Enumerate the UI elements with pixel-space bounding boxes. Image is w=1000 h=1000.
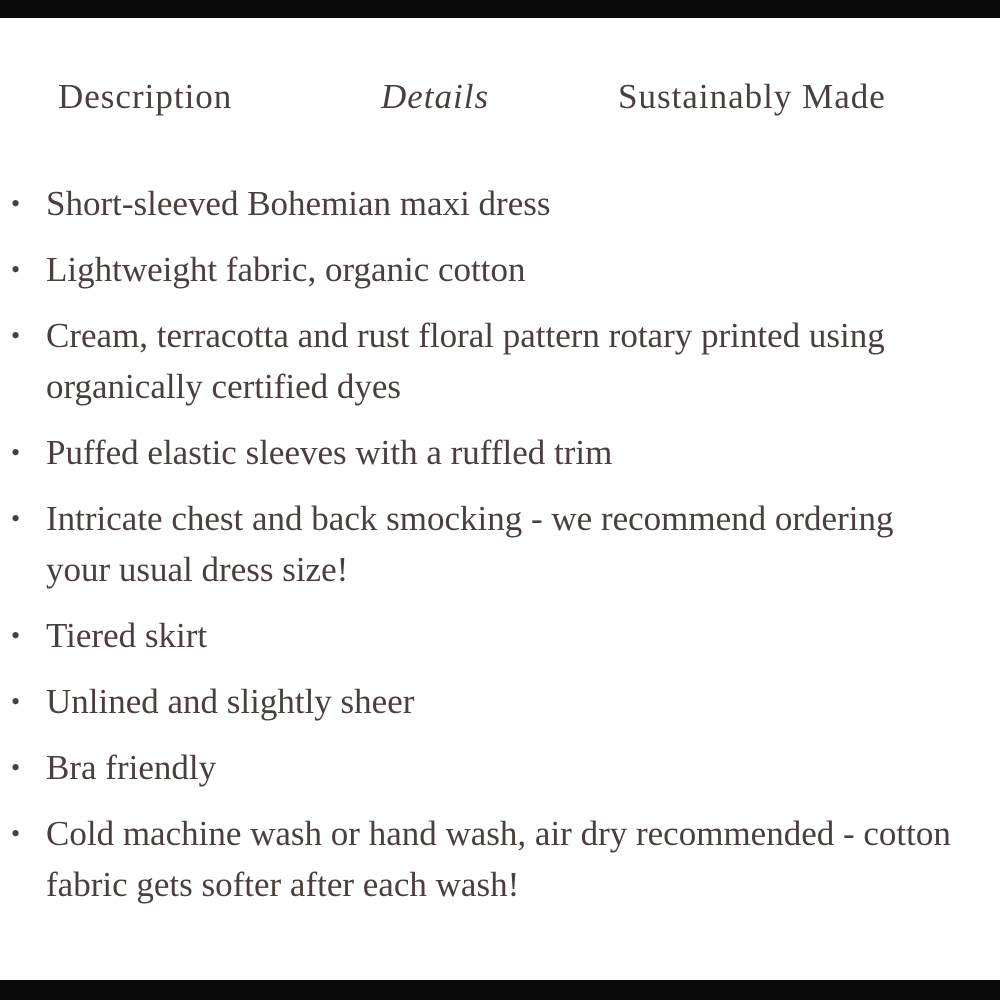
list-item: [0, 610, 1000, 661]
detail-text: Lightweight fabric, organic cotton: [46, 250, 526, 289]
bottom-frame-bar: [0, 980, 1000, 1000]
bullet-icon: •: [11, 189, 21, 218]
detail-text: Intricate chest and back smocking - we recommend ordering your usual dress size!: [46, 499, 894, 589]
top-frame-bar: [0, 0, 1000, 18]
details-list: [0, 178, 1000, 925]
list-item: [0, 808, 1000, 910]
tab-details[interactable]: Details: [381, 77, 490, 116]
bullet-icon: •: [11, 321, 21, 350]
detail-text: Puffed elastic sleeves with a ruffled trim: [46, 433, 613, 472]
list-item: [0, 676, 1000, 727]
detail-text: Tiered skirt: [46, 616, 208, 655]
tab-description[interactable]: Description: [58, 77, 233, 116]
detail-text: Bra friendly: [46, 748, 217, 787]
bullet-icon: •: [11, 687, 21, 716]
list-item: [0, 178, 1000, 229]
bullet-icon: •: [11, 438, 21, 467]
detail-text: Cold machine wash or hand wash, air dry recommended - cotton fabric gets softer after each wash!: [46, 814, 951, 904]
bullet-icon: •: [11, 753, 21, 782]
tab-sustainably-made[interactable]: Sustainably Made: [618, 77, 886, 116]
tab-bar: [0, 72, 1000, 122]
detail-text: Cream, terracotta and rust floral pattern rotary printed using organically certified dyes: [46, 316, 885, 406]
bullet-icon: •: [11, 621, 21, 650]
bullet-icon: •: [11, 504, 21, 533]
bullet-icon: •: [11, 255, 21, 284]
list-item: [0, 310, 1000, 412]
detail-text: Short-sleeved Bohemian maxi dress: [46, 184, 551, 223]
list-item: [0, 244, 1000, 295]
list-item: [0, 427, 1000, 478]
list-item: [0, 742, 1000, 793]
list-item: [0, 493, 1000, 595]
detail-text: Unlined and slightly sheer: [46, 682, 415, 721]
bullet-icon: •: [11, 819, 21, 848]
